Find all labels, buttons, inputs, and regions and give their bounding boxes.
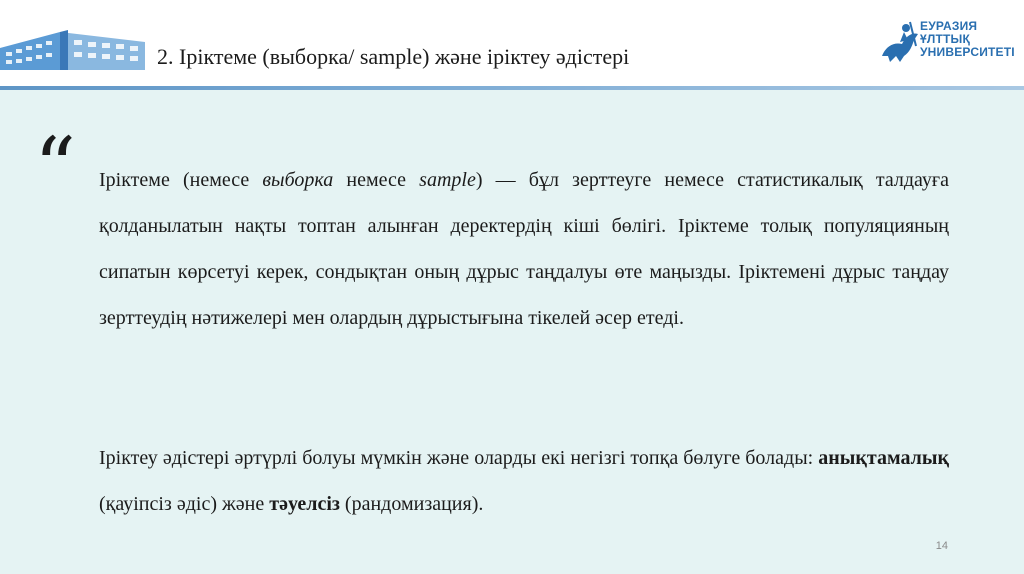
text-run-normal: (қауіпсіз әдіс) және — [99, 493, 270, 515]
slide-title: 2. Іріктеме (выборка/ sample) және іріктеу әдістері — [157, 44, 630, 69]
text-run-italic: sample — [419, 169, 476, 191]
text-run-normal: (рандомизация). — [339, 493, 484, 515]
university-name-line: ЕУРАЗИЯ — [920, 19, 978, 33]
text-run-bold: анықтамалық — [818, 447, 949, 469]
horse-rider-emblem-icon — [876, 16, 924, 68]
university-name-line: ҰЛТТЫҚ — [920, 32, 971, 46]
university-name-line: УНИВЕРСИТЕТІ — [920, 45, 1015, 59]
quote-mark-icon: “ — [34, 121, 76, 216]
university-name — [920, 20, 1015, 59]
text-run-normal: Іріктеме (немесе — [99, 169, 263, 191]
text-run-bold: тәуелсіз — [269, 493, 340, 515]
page-number: 14 — [935, 540, 948, 552]
slide-header — [0, 0, 1024, 86]
text-run-italic: выборка — [262, 169, 334, 191]
methods-paragraph — [99, 435, 949, 527]
text-run-normal: ) — бұл зерттеуге немесе статистикалық талдауға қолданылатын нақты топтан алынған деректердің кіші бөлігі. Іріктеме толық популяцияның сипатын көрсетуі керек, сондықтан оның дұрыс таңдалуы өте маңызды. Іріктемені дұрыс таңдау зерттеудің нәтижелері мен олардың дұрыстығына тікелей әсер етеді. — [99, 169, 949, 329]
text-run-normal: Іріктеу әдістері әртүрлі болуы мүмкін және оларды екі негізгі топқа бөлуге болады: — [99, 447, 819, 469]
definition-paragraph — [99, 157, 949, 341]
building-logo-icon — [0, 18, 145, 70]
university-logo — [876, 16, 1015, 68]
text-run-normal: немесе — [333, 169, 420, 191]
